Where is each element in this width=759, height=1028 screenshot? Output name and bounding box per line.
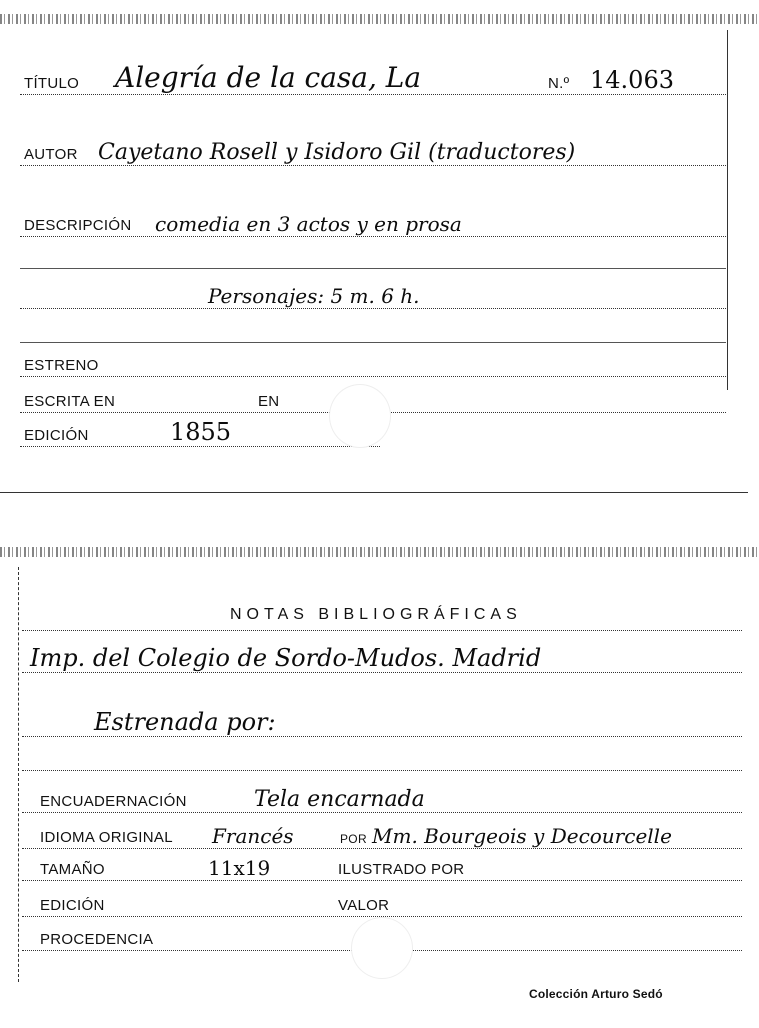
numero-label: N.º xyxy=(548,75,570,92)
titulo-value: Alegría de la casa, La xyxy=(115,61,422,94)
card-right-border xyxy=(727,30,728,390)
titulo-label: TÍTULO xyxy=(24,75,80,92)
descripcion-value: comedia en 3 actos y en prosa xyxy=(155,212,462,236)
estreno-row xyxy=(20,346,726,377)
tamano-label: TAMAÑO xyxy=(40,861,105,878)
valor-label: VALOR xyxy=(338,897,390,914)
autor-row xyxy=(20,135,726,166)
note-row-2 xyxy=(22,706,742,737)
titulo-row xyxy=(20,61,726,95)
encuadernacion-value: Tela encarnada xyxy=(254,787,425,812)
autor-value: Cayetano Rosell y Isidoro Gil (traductores) xyxy=(98,140,576,165)
tamano-value: 11x19 xyxy=(208,856,271,880)
idioma-row xyxy=(22,818,742,849)
collection-credit: Colección Arturo Sedó xyxy=(529,987,663,1001)
numero-value: 14.063 xyxy=(590,66,674,94)
card-bottom-edge xyxy=(0,547,759,557)
tamano-row xyxy=(22,850,742,881)
punch-hole-bottom xyxy=(352,918,412,978)
descripcion-row-2 xyxy=(20,238,726,269)
idioma-value: Francés xyxy=(212,824,294,848)
card-separator xyxy=(0,492,748,493)
blank-row xyxy=(20,312,726,343)
catalog-card-top xyxy=(0,0,759,495)
idioma-label: IDIOMA ORIGINAL xyxy=(40,829,173,846)
encuadernacion-label: ENCUADERNACIÓN xyxy=(40,793,187,810)
personajes-value: Personajes: 5 m. 6 h. xyxy=(208,284,420,308)
escrita-en-label: ESCRITA EN xyxy=(24,393,116,410)
encuadernacion-row xyxy=(22,782,742,813)
por-value: Mm. Bourgeois y Decourcelle xyxy=(372,824,672,848)
estreno-label: ESTRENO xyxy=(24,357,99,374)
edicion-row xyxy=(20,416,380,447)
escrita-en-lugar-label: EN xyxy=(258,393,280,410)
ilustrado-label: ILUSTRADO POR xyxy=(338,861,465,878)
note-row-1 xyxy=(22,642,742,673)
note-line-1: Imp. del Colegio de Sordo-Mudos. Madrid xyxy=(30,644,542,672)
procedencia-label: PROCEDENCIA xyxy=(40,931,154,948)
heading-row xyxy=(22,600,742,631)
punch-hole xyxy=(330,385,390,447)
descripcion-label: DESCRIPCIÓN xyxy=(24,217,132,234)
personajes-row xyxy=(20,278,726,309)
notas-heading: NOTAS BIBLIOGRÁFICAS xyxy=(230,606,522,623)
note-row-3 xyxy=(22,740,742,771)
card-left-border xyxy=(18,567,19,982)
autor-label: AUTOR xyxy=(24,146,78,163)
descripcion-row xyxy=(20,206,726,237)
por-label: POR xyxy=(340,832,367,846)
note-line-2: Estrenada por: xyxy=(94,708,276,736)
edicion-row-bottom xyxy=(22,886,742,917)
card-top-edge xyxy=(0,14,759,24)
edicion-bottom-label: EDICIÓN xyxy=(40,897,105,914)
edicion-value: 1855 xyxy=(170,418,232,446)
edicion-label: EDICIÓN xyxy=(24,427,89,444)
